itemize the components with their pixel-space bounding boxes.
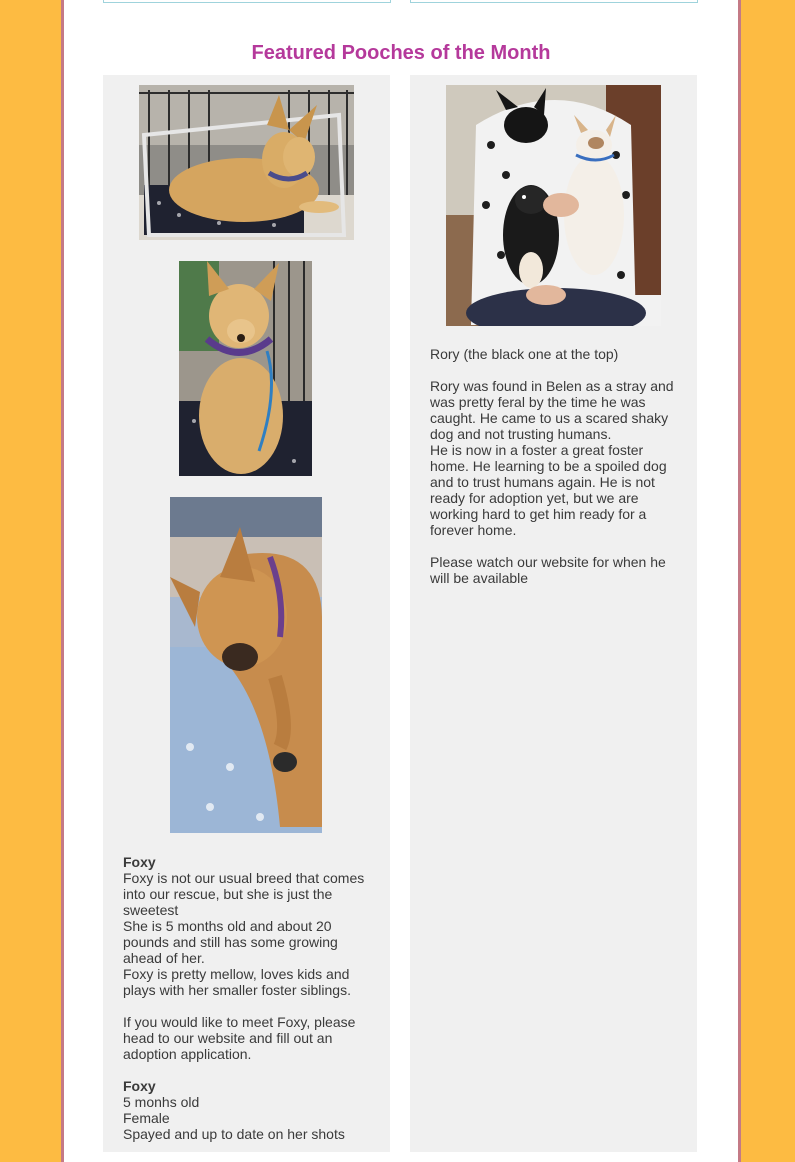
dog-in-crate-photo: [139, 85, 354, 240]
top-left-box: [103, 0, 391, 3]
chihuahuas-held-photo: [446, 85, 661, 326]
rory-note: Please watch our website for when he will be available: [430, 554, 666, 586]
foxy-column: [103, 75, 390, 1152]
top-right-box: [410, 0, 698, 3]
rory-column: [410, 75, 697, 1152]
rory-story: Rory was found in Belen as a stray and was pretty feral by the time he was caught. He came to us a scared shaky dog and not trusting humans.: [430, 378, 674, 442]
dog-sitting-photo: [179, 261, 312, 476]
newsletter-page: [61, 0, 741, 1162]
foxy-line-3: Foxy is pretty mellow, loves kids and plays with her smaller foster siblings.: [123, 966, 351, 998]
dog-sleeping-photo: [170, 497, 322, 833]
foxy-age: 5 monhs old: [123, 1094, 200, 1110]
foxy-line-1: Foxy is not our usual breed that comes into our rescue, but she is just the sweetest: [123, 870, 365, 918]
foxy-name: Foxy: [123, 854, 156, 870]
foxy-cta: If you would like to meet Foxy, please head to our website and fill out an adoption application.: [123, 1014, 356, 1062]
rory-caption: Rory (the black one at the top): [430, 346, 619, 362]
section-title: Featured Pooches of the Month: [251, 42, 551, 64]
foxy-description: [123, 854, 373, 1142]
rory-description: [430, 346, 680, 586]
foxy-summary-name: Foxy: [123, 1078, 156, 1094]
foxy-health: Spayed and up to date on her shots: [123, 1126, 345, 1142]
foxy-line-2: She is 5 months old and about 20 pounds and still has some growing ahead of her.: [123, 918, 338, 966]
foxy-sex: Female: [123, 1110, 170, 1126]
rory-update: He is now in a foster a great foster home. He learning to be a spoiled dog and to trust humans again. He is not ready for adoption yet, but we are working hard to get him ready for a forever home.: [430, 442, 667, 538]
